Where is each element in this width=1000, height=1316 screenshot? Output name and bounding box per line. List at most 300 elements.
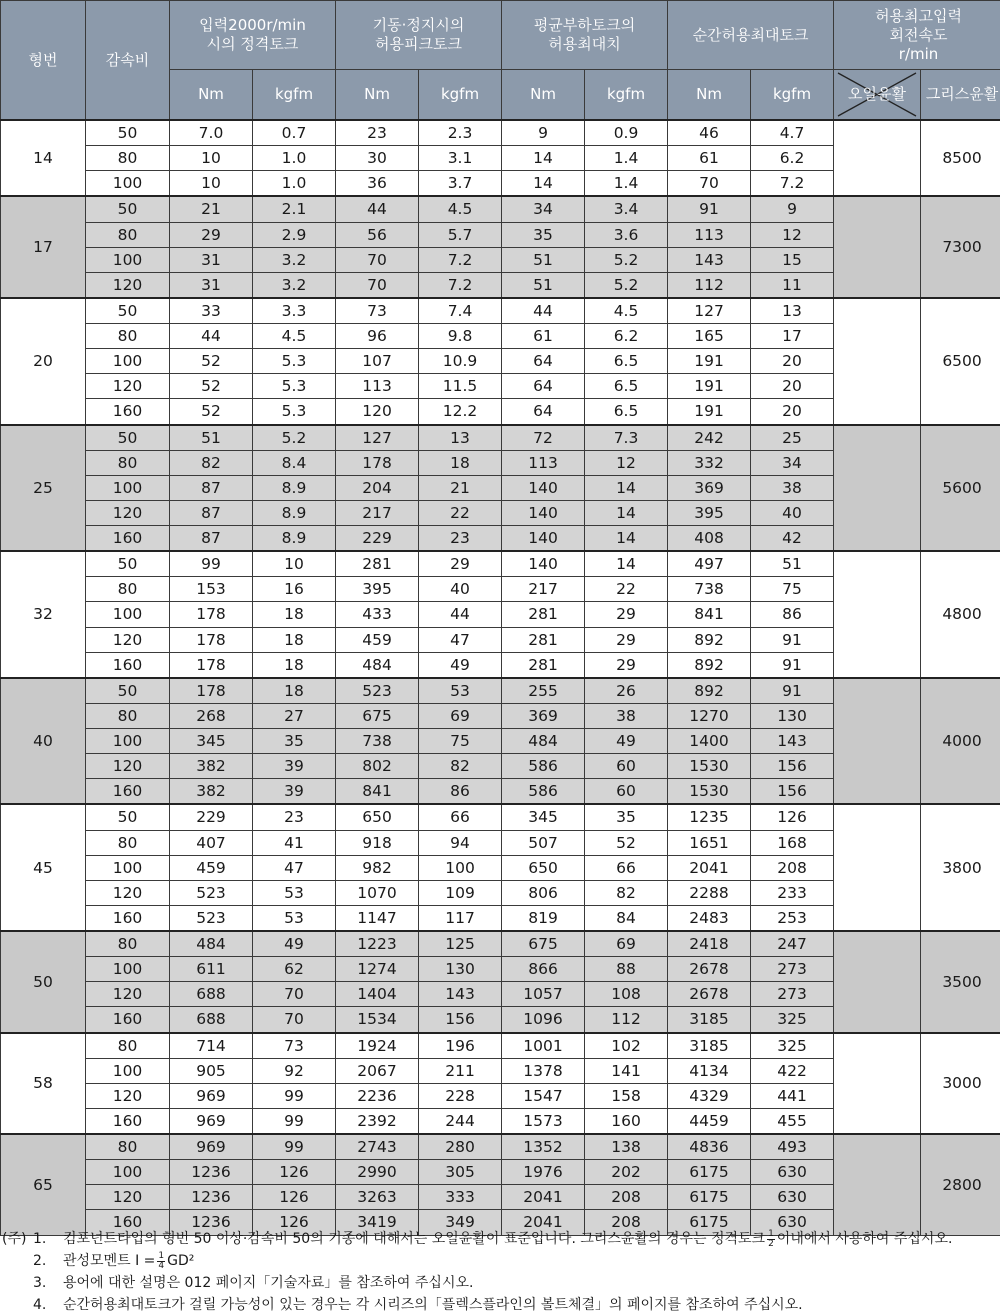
peak-nm-cell: 433: [336, 602, 419, 627]
avg-nm-cell: 1547: [502, 1083, 585, 1108]
momentary-kgfm-cell: 630: [751, 1185, 834, 1210]
rated-nm-cell: 44: [170, 324, 253, 349]
header-max-speed-line3: r/min: [898, 44, 939, 63]
peak-kgfm-cell: 11.5: [419, 374, 502, 399]
avg-kgfm-cell: 5.2: [585, 247, 668, 272]
footnote-1: [0, 1228, 1000, 1250]
oil-lubrication-cell: [834, 551, 921, 678]
momentary-nm-cell: 70: [668, 171, 751, 197]
momentary-kgfm-cell: 130: [751, 703, 834, 728]
avg-nm-cell: 140: [502, 475, 585, 500]
ratio-cell: 80: [86, 146, 170, 171]
momentary-kgfm-cell: 143: [751, 729, 834, 754]
table-row: [1, 931, 1000, 957]
rated-nm-cell: 7.0: [170, 120, 253, 146]
header-avg-torque-line1: 평균부하토크의: [533, 16, 636, 34]
ratio-cell: 160: [86, 779, 170, 805]
fraction-denominator: 4: [158, 1260, 165, 1271]
ratio-cell: 50: [86, 551, 170, 577]
rated-kgfm-cell: 8.4: [253, 450, 336, 475]
unit-nm: Nm: [502, 70, 585, 121]
momentary-nm-cell: 4134: [668, 1058, 751, 1083]
rated-nm-cell: 31: [170, 272, 253, 298]
momentary-kgfm-cell: 233: [751, 880, 834, 905]
rated-nm-cell: 484: [170, 931, 253, 957]
oil-lubrication-cell: [834, 196, 921, 298]
peak-kgfm-cell: 29: [419, 551, 502, 577]
table-row: [1, 804, 1000, 830]
momentary-nm-cell: 1270: [668, 703, 751, 728]
rated-kgfm-cell: 126: [253, 1185, 336, 1210]
peak-kgfm-cell: 49: [419, 652, 502, 678]
peak-nm-cell: 36: [336, 171, 419, 197]
ratio-cell: 80: [86, 1033, 170, 1059]
peak-kgfm-cell: 211: [419, 1058, 502, 1083]
rated-kgfm-cell: 5.3: [253, 399, 336, 425]
footnote-number: 4.: [33, 1297, 47, 1313]
footnote-number: 2.: [33, 1253, 47, 1269]
avg-kgfm-cell: 60: [585, 779, 668, 805]
peak-kgfm-cell: 196: [419, 1033, 502, 1059]
momentary-nm-cell: 1530: [668, 754, 751, 779]
rated-nm-cell: 51: [170, 425, 253, 451]
ratio-cell: 160: [86, 526, 170, 552]
avg-nm-cell: 140: [502, 551, 585, 577]
header-max-speed: [834, 1, 1000, 70]
peak-kgfm-cell: 333: [419, 1185, 502, 1210]
oil-lubrication-cell: [834, 931, 921, 1033]
peak-nm-cell: 3419: [336, 1210, 419, 1235]
rated-nm-cell: 459: [170, 855, 253, 880]
rated-kgfm-cell: 92: [253, 1058, 336, 1083]
peak-kgfm-cell: 12.2: [419, 399, 502, 425]
momentary-nm-cell: 892: [668, 652, 751, 678]
rated-nm-cell: 969: [170, 1134, 253, 1160]
table-row: [1, 196, 1000, 222]
peak-nm-cell: 484: [336, 652, 419, 678]
rated-nm-cell: 345: [170, 729, 253, 754]
rated-nm-cell: 178: [170, 678, 253, 704]
momentary-nm-cell: 2678: [668, 982, 751, 1007]
avg-nm-cell: 586: [502, 754, 585, 779]
grease-speed-cell: 4000: [921, 678, 1000, 805]
avg-nm-cell: 866: [502, 957, 585, 982]
peak-kgfm-cell: 94: [419, 830, 502, 855]
grease-speed-cell: 6500: [921, 298, 1000, 425]
grease-speed-cell: 3500: [921, 931, 1000, 1033]
peak-kgfm-cell: 69: [419, 703, 502, 728]
avg-kgfm-cell: 29: [585, 627, 668, 652]
momentary-nm-cell: 6175: [668, 1160, 751, 1185]
rated-kgfm-cell: 0.7: [253, 120, 336, 146]
peak-kgfm-cell: 40: [419, 577, 502, 602]
table-row: [1, 298, 1000, 324]
rated-kgfm-cell: 5.2: [253, 425, 336, 451]
footnote-number: 3.: [33, 1275, 47, 1291]
momentary-kgfm-cell: 40: [751, 500, 834, 525]
momentary-kgfm-cell: 17: [751, 324, 834, 349]
ratio-cell: 100: [86, 1058, 170, 1083]
momentary-kgfm-cell: 15: [751, 247, 834, 272]
avg-kgfm-cell: 208: [585, 1210, 668, 1235]
avg-kgfm-cell: 112: [585, 1007, 668, 1033]
rated-nm-cell: 1236: [170, 1160, 253, 1185]
fraction-numerator: 1: [768, 1228, 774, 1239]
avg-nm-cell: 64: [502, 374, 585, 399]
avg-kgfm-cell: 158: [585, 1083, 668, 1108]
rated-kgfm-cell: 18: [253, 602, 336, 627]
avg-kgfm-cell: 35: [585, 804, 668, 830]
peak-nm-cell: 96: [336, 324, 419, 349]
rated-nm-cell: 52: [170, 399, 253, 425]
rated-nm-cell: 969: [170, 1108, 253, 1134]
avg-nm-cell: 484: [502, 729, 585, 754]
momentary-nm-cell: 2678: [668, 957, 751, 982]
rated-nm-cell: 178: [170, 602, 253, 627]
rated-kgfm-cell: 126: [253, 1210, 336, 1235]
header-peak-torque-line2: 허용피크토크: [375, 35, 462, 53]
avg-nm-cell: 61: [502, 324, 585, 349]
peak-nm-cell: 1924: [336, 1033, 419, 1059]
oil-lubrication-cell: [834, 1033, 921, 1135]
momentary-nm-cell: 1400: [668, 729, 751, 754]
rated-nm-cell: 52: [170, 374, 253, 399]
avg-nm-cell: 51: [502, 272, 585, 298]
rated-nm-cell: 1236: [170, 1185, 253, 1210]
momentary-kgfm-cell: 7.2: [751, 171, 834, 197]
rated-nm-cell: 153: [170, 577, 253, 602]
rated-nm-cell: 31: [170, 247, 253, 272]
rated-kgfm-cell: 70: [253, 1007, 336, 1033]
peak-nm-cell: 2067: [336, 1058, 419, 1083]
model-type-cell: 45: [1, 804, 86, 931]
rated-nm-cell: 178: [170, 627, 253, 652]
peak-kgfm-cell: 125: [419, 931, 502, 957]
footnote-2-text-b: GD²: [167, 1253, 195, 1269]
model-type-cell: 50: [1, 931, 86, 1033]
peak-kgfm-cell: 280: [419, 1134, 502, 1160]
peak-nm-cell: 73: [336, 298, 419, 324]
footnote-text: 용어에 대한 설명은 012 페이지「기술자료」를 참조하여 주십시오.: [63, 1275, 474, 1291]
avg-nm-cell: 64: [502, 399, 585, 425]
avg-nm-cell: 819: [502, 905, 585, 931]
rated-kgfm-cell: 49: [253, 931, 336, 957]
peak-kgfm-cell: 117: [419, 905, 502, 931]
peak-nm-cell: 1404: [336, 982, 419, 1007]
footnote-text: 순간허용최대토크가 걸릴 가능성이 있는 경우는 각 시리즈의「플렉스플라인의 볼트체결」의 페이지를 참조하여 주십시오.: [63, 1297, 803, 1313]
ratio-cell: 80: [86, 324, 170, 349]
peak-kgfm-cell: 130: [419, 957, 502, 982]
momentary-nm-cell: 191: [668, 399, 751, 425]
peak-nm-cell: 1534: [336, 1007, 419, 1033]
avg-nm-cell: 14: [502, 171, 585, 197]
unit-nm: Nm: [336, 70, 419, 121]
ratio-cell: 80: [86, 1134, 170, 1160]
grease-speed-cell: 2800: [921, 1134, 1000, 1235]
avg-nm-cell: 9: [502, 120, 585, 146]
oil-lubrication-cell: [834, 678, 921, 805]
ratio-cell: 120: [86, 500, 170, 525]
momentary-nm-cell: 2288: [668, 880, 751, 905]
momentary-nm-cell: 1530: [668, 779, 751, 805]
ratio-cell: 120: [86, 272, 170, 298]
rated-kgfm-cell: 126: [253, 1160, 336, 1185]
header-grease-lubrication: 그리스윤활: [921, 70, 1000, 121]
ratio-cell: 160: [86, 652, 170, 678]
footnote-1-text-a: 컴포넌트타입의 형번 50 이상·감속비 50의 기종에 대해서는 오일윤활이 표준입니다. 그리스윤활의 경우는 정격토크: [63, 1231, 766, 1247]
rated-kgfm-cell: 39: [253, 779, 336, 805]
ratio-cell: 100: [86, 247, 170, 272]
avg-kgfm-cell: 1.4: [585, 146, 668, 171]
model-type-cell: 17: [1, 196, 86, 298]
rated-kgfm-cell: 99: [253, 1083, 336, 1108]
momentary-kgfm-cell: 91: [751, 652, 834, 678]
ratio-cell: 80: [86, 931, 170, 957]
model-group: [1, 1134, 1000, 1235]
ratio-cell: 120: [86, 754, 170, 779]
momentary-kgfm-cell: 12: [751, 222, 834, 247]
avg-nm-cell: 369: [502, 703, 585, 728]
rated-nm-cell: 99: [170, 551, 253, 577]
unit-kgfm: kgfm: [751, 70, 834, 121]
momentary-kgfm-cell: 11: [751, 272, 834, 298]
rated-kgfm-cell: 53: [253, 905, 336, 931]
ratio-cell: 100: [86, 855, 170, 880]
momentary-nm-cell: 4459: [668, 1108, 751, 1134]
ratio-cell: 100: [86, 1160, 170, 1185]
model-type-cell: 14: [1, 120, 86, 196]
avg-kgfm-cell: 14: [585, 500, 668, 525]
momentary-kgfm-cell: 91: [751, 627, 834, 652]
peak-nm-cell: 217: [336, 500, 419, 525]
rated-kgfm-cell: 3.2: [253, 247, 336, 272]
table-row: [1, 1134, 1000, 1160]
rated-kgfm-cell: 99: [253, 1134, 336, 1160]
rated-kgfm-cell: 4.5: [253, 324, 336, 349]
peak-nm-cell: 44: [336, 196, 419, 222]
momentary-kgfm-cell: 42: [751, 526, 834, 552]
avg-kgfm-cell: 14: [585, 475, 668, 500]
rated-kgfm-cell: 73: [253, 1033, 336, 1059]
ratio-cell: 80: [86, 830, 170, 855]
momentary-nm-cell: 332: [668, 450, 751, 475]
momentary-kgfm-cell: 20: [751, 349, 834, 374]
peak-nm-cell: 229: [336, 526, 419, 552]
avg-kgfm-cell: 1.4: [585, 171, 668, 197]
momentary-nm-cell: 2418: [668, 931, 751, 957]
avg-nm-cell: 1573: [502, 1108, 585, 1134]
footnote-1-text-b: 이내에서 사용하여 주십시오.: [776, 1231, 953, 1247]
model-group: [1, 425, 1000, 552]
rated-nm-cell: 87: [170, 475, 253, 500]
peak-kgfm-cell: 7.4: [419, 298, 502, 324]
avg-nm-cell: 72: [502, 425, 585, 451]
avg-kgfm-cell: 14: [585, 526, 668, 552]
rated-nm-cell: 178: [170, 652, 253, 678]
peak-kgfm-cell: 5.7: [419, 222, 502, 247]
rated-kgfm-cell: 1.0: [253, 171, 336, 197]
peak-kgfm-cell: 244: [419, 1108, 502, 1134]
rated-nm-cell: 229: [170, 804, 253, 830]
momentary-nm-cell: 1235: [668, 804, 751, 830]
avg-kgfm-cell: 88: [585, 957, 668, 982]
rated-kgfm-cell: 18: [253, 652, 336, 678]
ratio-cell: 120: [86, 982, 170, 1007]
ratio-cell: 120: [86, 880, 170, 905]
model-group: [1, 678, 1000, 805]
avg-nm-cell: 113: [502, 450, 585, 475]
header-peak-torque-line1: 기동·정지시의: [372, 16, 465, 34]
peak-kgfm-cell: 47: [419, 627, 502, 652]
avg-nm-cell: 34: [502, 196, 585, 222]
momentary-nm-cell: 3185: [668, 1007, 751, 1033]
ratio-cell: 80: [86, 450, 170, 475]
footnote-text: [63, 1250, 194, 1272]
momentary-kgfm-cell: 13: [751, 298, 834, 324]
peak-nm-cell: 178: [336, 450, 419, 475]
peak-kgfm-cell: 305: [419, 1160, 502, 1185]
avg-nm-cell: 255: [502, 678, 585, 704]
avg-kgfm-cell: 160: [585, 1108, 668, 1134]
oil-lubrication-cell: [834, 1134, 921, 1235]
footnote-2-text-a: 관성모멘트 I =: [63, 1253, 156, 1269]
momentary-kgfm-cell: 325: [751, 1007, 834, 1033]
momentary-nm-cell: 2041: [668, 855, 751, 880]
avg-kgfm-cell: 102: [585, 1033, 668, 1059]
ratio-cell: 100: [86, 475, 170, 500]
peak-nm-cell: 120: [336, 399, 419, 425]
peak-kgfm-cell: 9.8: [419, 324, 502, 349]
avg-kgfm-cell: 38: [585, 703, 668, 728]
peak-nm-cell: 1223: [336, 931, 419, 957]
avg-kgfm-cell: 5.2: [585, 272, 668, 298]
rated-nm-cell: 268: [170, 703, 253, 728]
peak-nm-cell: 30: [336, 146, 419, 171]
ratio-cell: 50: [86, 804, 170, 830]
grease-speed-cell: 4800: [921, 551, 1000, 678]
model-type-cell: 65: [1, 1134, 86, 1235]
rated-nm-cell: 10: [170, 146, 253, 171]
ratio-cell: 50: [86, 425, 170, 451]
peak-nm-cell: 650: [336, 804, 419, 830]
avg-nm-cell: 1057: [502, 982, 585, 1007]
momentary-kgfm-cell: 38: [751, 475, 834, 500]
avg-nm-cell: 140: [502, 500, 585, 525]
grease-speed-cell: 8500: [921, 120, 1000, 196]
peak-kgfm-cell: 349: [419, 1210, 502, 1235]
momentary-nm-cell: 113: [668, 222, 751, 247]
table-row: [1, 551, 1000, 577]
ratio-cell: 160: [86, 1108, 170, 1134]
peak-nm-cell: 70: [336, 272, 419, 298]
footnote-text: [63, 1228, 952, 1250]
model-group: [1, 931, 1000, 1033]
momentary-nm-cell: 165: [668, 324, 751, 349]
footnote-3: [0, 1272, 1000, 1294]
oil-lubrication-cell: [834, 425, 921, 552]
model-type-cell: 25: [1, 425, 86, 552]
momentary-nm-cell: 4329: [668, 1083, 751, 1108]
rated-kgfm-cell: 8.9: [253, 526, 336, 552]
peak-nm-cell: 56: [336, 222, 419, 247]
unit-kgfm: kgfm: [253, 70, 336, 121]
peak-nm-cell: 127: [336, 425, 419, 451]
avg-kgfm-cell: 69: [585, 931, 668, 957]
peak-nm-cell: 2990: [336, 1160, 419, 1185]
momentary-nm-cell: 892: [668, 627, 751, 652]
grease-speed-cell: 3800: [921, 804, 1000, 931]
ratio-cell: 100: [86, 602, 170, 627]
avg-nm-cell: 806: [502, 880, 585, 905]
avg-kgfm-cell: 7.3: [585, 425, 668, 451]
peak-kgfm-cell: 53: [419, 678, 502, 704]
momentary-kgfm-cell: 156: [751, 779, 834, 805]
momentary-kgfm-cell: 208: [751, 855, 834, 880]
momentary-nm-cell: 191: [668, 374, 751, 399]
momentary-kgfm-cell: 20: [751, 374, 834, 399]
fraction-half: [767, 1230, 775, 1249]
rated-nm-cell: 688: [170, 982, 253, 1007]
rated-kgfm-cell: 41: [253, 830, 336, 855]
fraction-quarter: [157, 1252, 165, 1271]
momentary-kgfm-cell: 253: [751, 905, 834, 931]
rated-kgfm-cell: 8.9: [253, 475, 336, 500]
avg-nm-cell: 1976: [502, 1160, 585, 1185]
momentary-kgfm-cell: 493: [751, 1134, 834, 1160]
oil-lubrication-cell: [834, 120, 921, 196]
ratio-cell: 100: [86, 729, 170, 754]
peak-kgfm-cell: 18: [419, 450, 502, 475]
oil-lubrication-label: 오일윤활: [848, 85, 907, 103]
avg-nm-cell: 650: [502, 855, 585, 880]
peak-nm-cell: 918: [336, 830, 419, 855]
momentary-kgfm-cell: 34: [751, 450, 834, 475]
rated-kgfm-cell: 18: [253, 627, 336, 652]
avg-kgfm-cell: 49: [585, 729, 668, 754]
rated-kgfm-cell: 62: [253, 957, 336, 982]
rated-nm-cell: 523: [170, 880, 253, 905]
momentary-kgfm-cell: 422: [751, 1058, 834, 1083]
rated-kgfm-cell: 1.0: [253, 146, 336, 171]
peak-nm-cell: 841: [336, 779, 419, 805]
ratio-cell: 120: [86, 374, 170, 399]
peak-kgfm-cell: 21: [419, 475, 502, 500]
momentary-nm-cell: 841: [668, 602, 751, 627]
avg-kgfm-cell: 6.5: [585, 399, 668, 425]
avg-nm-cell: 2041: [502, 1210, 585, 1235]
header-avg-torque-line2: 허용최대치: [548, 35, 621, 53]
peak-kgfm-cell: 3.1: [419, 146, 502, 171]
fraction-numerator: 1: [158, 1250, 165, 1261]
momentary-nm-cell: 242: [668, 425, 751, 451]
rated-nm-cell: 52: [170, 349, 253, 374]
momentary-nm-cell: 3185: [668, 1033, 751, 1059]
rated-kgfm-cell: 18: [253, 678, 336, 704]
avg-kgfm-cell: 26: [585, 678, 668, 704]
avg-nm-cell: 281: [502, 627, 585, 652]
rated-kgfm-cell: 2.9: [253, 222, 336, 247]
avg-kgfm-cell: 108: [585, 982, 668, 1007]
header-rated-torque: [170, 1, 336, 70]
ratio-cell: 50: [86, 678, 170, 704]
momentary-kgfm-cell: 273: [751, 957, 834, 982]
peak-kgfm-cell: 86: [419, 779, 502, 805]
momentary-nm-cell: 6175: [668, 1185, 751, 1210]
avg-nm-cell: 281: [502, 652, 585, 678]
rated-nm-cell: 611: [170, 957, 253, 982]
ratio-cell: 50: [86, 196, 170, 222]
ratio-cell: 120: [86, 1083, 170, 1108]
